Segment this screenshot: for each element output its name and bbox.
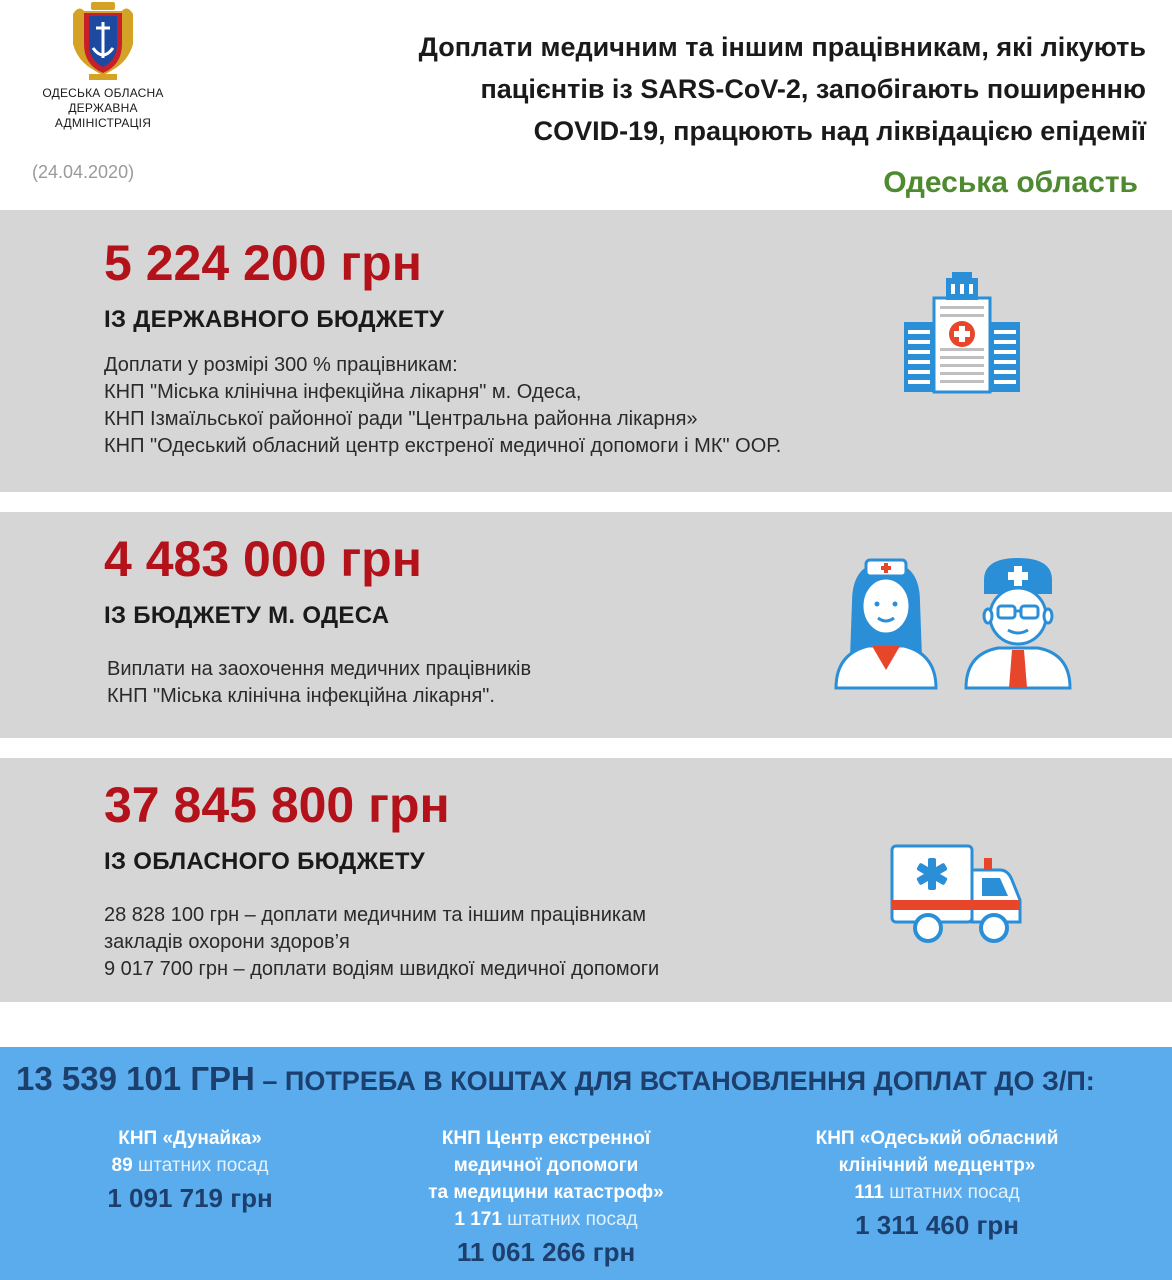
section-source: ІЗ ОБЛАСНОГО БЮДЖЕТУ [104,848,426,875]
doctors-icon [832,554,1084,690]
need-item-medcenter [782,1125,1092,1242]
description-line: Виплати на заохочення медичних працівників [107,658,532,680]
need-item-sum: 1 311 460 грн [855,1210,1019,1240]
need-item-name: та медицини катастроф» [428,1182,664,1203]
need-item-name: медичної допомоги [453,1155,639,1176]
need-item-sum: 1 091 719 грн [107,1183,273,1213]
need-item-dunaika [70,1125,310,1215]
need-item-sum: 11 061 266 грн [456,1237,636,1267]
description-line: КНП "Міська клінічна інфекційна лікарня". [107,685,495,707]
description-line: КНП "Одеський обласний центр екстреної медичної допомоги і МК" ООР. [104,435,782,457]
description-line: КНП Ізмаїльської районної ради "Центральна районна лікарня» [104,408,698,430]
section-source: ІЗ БЮДЖЕТУ М. ОДЕСА [104,602,390,629]
section-amount: 5 224 200 грн [104,235,422,291]
description-line: КНП "Міська клінічна інфекційна лікарня" м. Одеса, [104,381,582,403]
need-label: – ПОТРЕБА В КОШТАХ ДЛЯ ВСТАНОВЛЕННЯ ДОПЛАТ ДО З/П: [254,1066,1095,1096]
description-line: 28 828 100 грн – доплати медичним та іншим працівникам [104,904,646,926]
need-item-count: 1 171 штатних посад [454,1209,638,1230]
title-line-1: Доплати медичним та іншим працівникам, які лікують [418,32,1146,62]
admin-name-line-1: ОДЕСЬКА ОБЛАСНА [42,86,164,100]
page-title [186,26,1146,152]
title-line-2: пацієнтів із SARS-CoV-2, запобігають поширенню [480,74,1146,104]
section-description [107,656,531,710]
need-item-name: КНП «Одеський обласний [815,1128,1059,1149]
need-item-name: КНП Центр екстренної [441,1128,651,1149]
section-description [104,902,659,983]
title-line-3: COVID-19, працюють над ліквідацією епідемії [533,116,1146,146]
date-label: (24.04.2020) [32,162,135,182]
funding-need-heading [16,1060,1095,1098]
section-description [104,352,781,460]
city-budget-panel [0,512,1172,738]
admin-name-line-3: АДМІНІСТРАЦІЯ [54,116,152,130]
need-item-count: 111 штатних посад [854,1182,1020,1203]
description-line: закладів охорони здоров’я [104,931,350,953]
section-source: ІЗ ДЕРЖАВНОГО БЮДЖЕТУ [104,306,445,333]
description-line: 9 017 700 грн – доплати водіям швидкої медичної допомоги [104,958,660,980]
ambulance-icon [890,840,1024,950]
coat-of-arms-icon [65,0,141,82]
need-total: 13 539 101 ГРН [16,1060,255,1097]
need-item-count: 89 штатних посад [111,1155,269,1176]
hospital-icon [902,272,1022,396]
description-line: Доплати у розмірі 300 % працівникам: [104,354,458,376]
regional-budget-panel [0,758,1172,1002]
need-item-name: клінічний медцентр» [838,1155,1036,1176]
section-amount: 37 845 800 грн [104,777,450,833]
need-item-emergency-center [386,1125,706,1269]
region-label: Одеська область [883,166,1138,199]
need-item-name: КНП «Дунайка» [118,1128,262,1149]
state-budget-panel [0,210,1172,492]
admin-name-line-2: ДЕРЖАВНА [68,101,138,115]
logo-block [28,0,178,131]
section-amount: 4 483 000 грн [104,531,422,587]
